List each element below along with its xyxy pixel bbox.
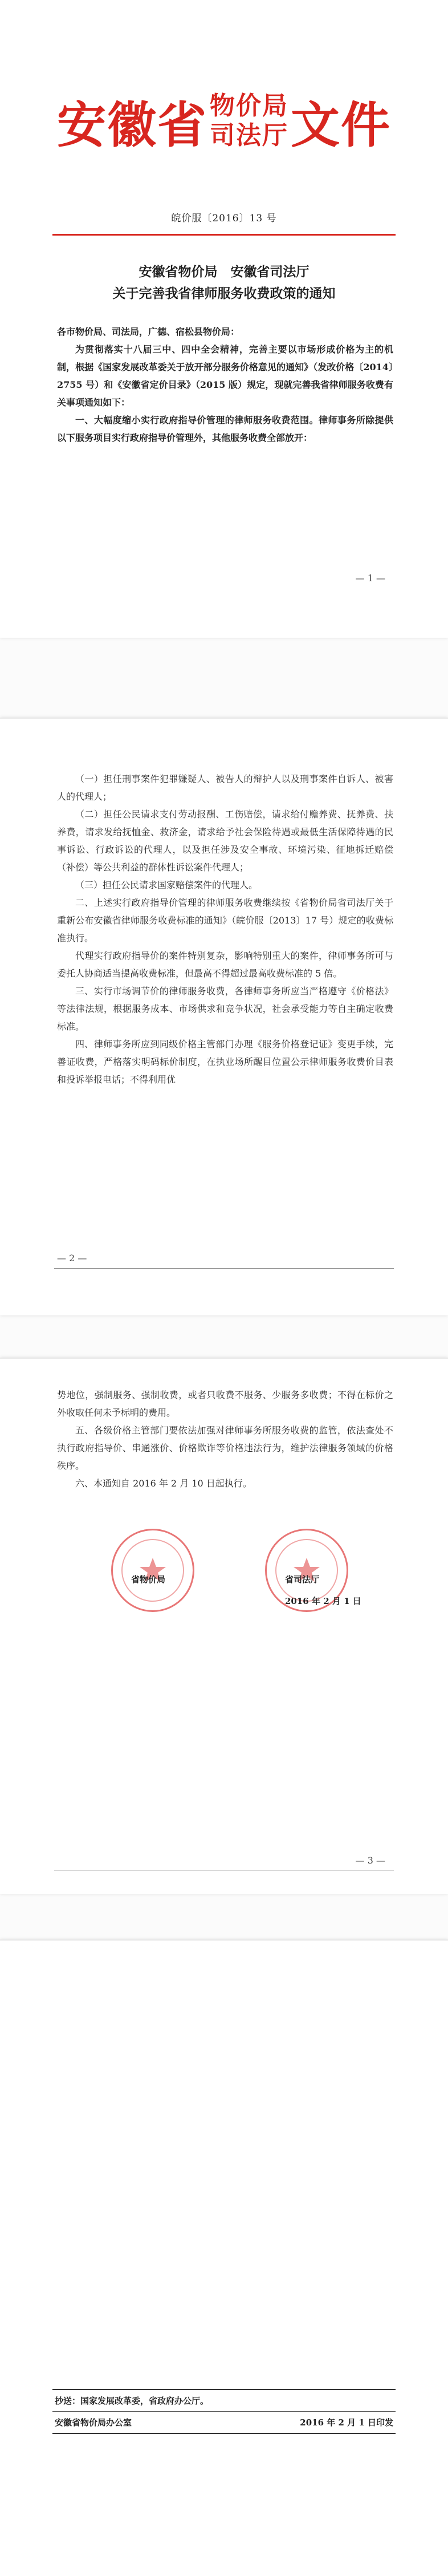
section-five: 五、各级价格主管部门要依法加强对律师事务所服务收费的监管，依法查处不执行政府指导价、串通涨价、价格欺诈等价格违法行为，维护法律服务领域的价格秩序。 [57,1425,393,1471]
list-item-1: （一）担任刑事案件犯罪嫌疑人、被告人的辩护人以及刑事案件自诉人、被害人的代理人； [57,773,393,802]
issuing-office: 安徽省物价局办公室 [55,2417,132,2428]
seal-label-price-bureau: 省物价局 [131,1574,166,1585]
header-divider [52,234,396,236]
section-six: 六、本通知自 2016 年 2 月 10 日起执行。 [75,1478,252,1489]
page2-body [57,770,393,1088]
print-date: 2016 年 2 月 1 日印发 [300,2417,393,2428]
header-file: 文件 [291,96,391,154]
colophon [52,2389,396,2434]
recipients: 各市物价局、司法局，广德、宿松县物价局： [57,326,240,337]
colophon-issue-row [52,2412,396,2433]
page-number: — 1 — [355,573,385,584]
list-item-2: （二）担任公民请求支付劳动报酬、工伤赔偿，请求给付赡养费、抚养费、扶养费，请求发给抚恤金、救济金，请求给予社会保险待遇或最低生活保障待遇的民事诉讼、行政诉讼的代理人，以及担任涉及安全事故、环境污染、征地拆迁赔偿（补偿）等公共利益的群体性诉讼案件代理人； [57,809,393,873]
page-gap [0,1894,448,1939]
issuer-line: 安徽省物价局 安徽省司法厅 [139,264,309,280]
document-page-4 [0,1939,448,2576]
header-province: 安徽省 [57,96,207,154]
document-header-title [0,86,448,156]
colophon-cc: 抄送：国家发展改革委，省政府办公厅。 [55,2396,209,2406]
section-two-note: 代理实行政府指导价的案件特别复杂，影响特别重大的案件，律师事务所可与委托人协商适当提高收费标准，但最高不得超过最高收费标准的 5 倍。 [57,950,393,979]
section-one: 一、大幅度缩小实行政府指导价管理的律师服务收费范围。律师事务所除提供以下服务项目实行政府指导价管理外，其他服务收费全部放开： [57,415,393,443]
sheet-edge [0,1358,448,1359]
document-subject: 关于完善我省律师服务收费政策的通知 [112,286,336,301]
page-number: — 3 — [355,1855,385,1866]
page1-body [57,323,393,447]
page-rule [54,1268,394,1269]
list-item-3: （三）担任公民请求国家赔偿案件的代理人。 [75,880,258,890]
intro-paragraph: 为贯彻落实十八届三中、四中全会精神，完善主要以市场形成价格为主的机制，根据《国家发展改革委关于放开部分服务价格意见的通知》（发改价格〔2014〕2755 号）和《安徽省定价目录》（2015 版）规定，现就完善我省律师服务收费有关事项通知如下： [57,344,393,408]
section-four-cont: 势地位，强制服务、强制收费，或者只收费不服务、少服务多收费；不得在标价之外收取任何未予标明的费用。 [57,1390,393,1418]
colophon-bottom-line [52,2433,396,2434]
seals-area [91,1523,376,1637]
document-page-3 [0,1358,448,1894]
seal-label-justice-dept: 省司法厅 [285,1574,320,1585]
signature-date: 2016 年 2 月 1 日 [285,1596,361,1606]
section-two: 二、上述实行政府指导价管理的律师服务收费继续按《省物价局省司法厅关于重新公布安徽省律师服务收费标准的通知》（皖价服〔2013〕17 号）规定的收费标准执行。 [57,897,393,943]
page-gap [0,638,448,718]
page3-body [57,1386,393,1492]
header-dept-bottom: 司法厅 [210,121,288,150]
page-number: — 2 — [57,1253,87,1263]
header-departments [210,91,288,151]
document-page-2 [0,718,448,1315]
header-dept-top: 物价局 [210,91,288,120]
section-four: 四、律师事务所应到同级价格主管部门办理《服务价格登记证》变更手续，完善证收费，严格落实明码标价制度，在执业场所醒目位置公示律师服务收费价目表和投诉举报电话；不得利用优 [57,1039,393,1085]
document-page-1 [0,0,448,638]
section-three: 三、实行市场调节价的律师服务收费，各律师事务所应当严格遵守《价格法》等法律法规，根据服务成本、市场供求和竞争状况，社会承受能力等自主确定收费标准。 [57,986,393,1032]
document-number: 皖价服〔2016〕13 号 [171,213,277,224]
price-bureau-seal [111,1529,194,1612]
sheet-edge [0,1939,448,1941]
page-gap [0,1315,448,1358]
sheet-edge [0,718,448,719]
